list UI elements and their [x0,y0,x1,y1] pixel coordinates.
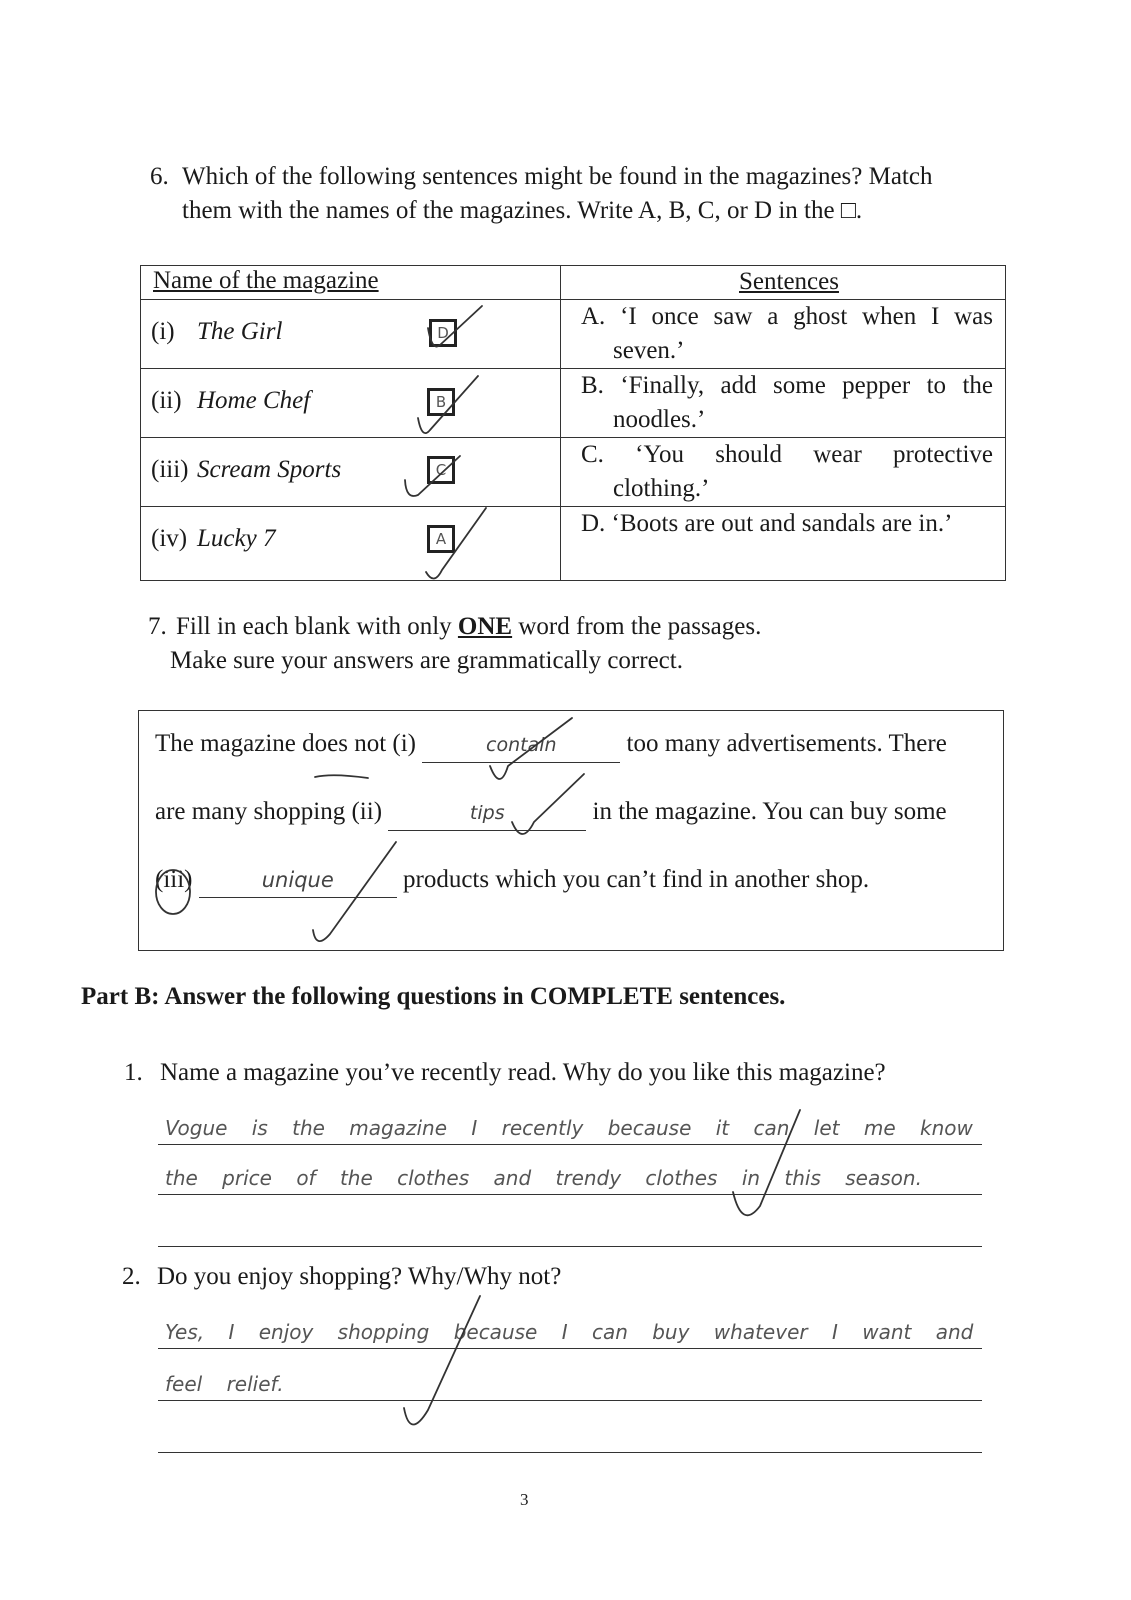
q6-number: 6. [150,163,169,190]
passage-line-2 [155,795,947,831]
sentence-text: C. ‘You should wear protective [581,441,993,468]
magazine-matching-table [140,265,1006,581]
blank-ii[interactable]: tips [388,796,586,831]
blank-i[interactable]: contain [422,728,620,763]
magazine-name: The Girl [197,318,283,345]
magazine-name: Scream Sports [197,456,342,483]
answer-box[interactable]: A [427,525,455,553]
q7-instruction-line2: Make sure your answers are grammatically correct. [170,647,683,674]
page-number: 3 [520,1490,529,1509]
q6-instruction-line1: Which of the following sentences might be found in the magazines? Match [182,163,933,190]
partb-q1-answer-line2: the price of the clothes and trendy clothes in this season. [165,1166,922,1190]
sentence-b [581,369,993,437]
row-number: (iv) [151,525,188,552]
answer-line[interactable] [158,1246,982,1247]
partb-q2-text: Do you enjoy shopping? Why/Why not? [157,1263,562,1290]
magazine-name: Lucky 7 [197,525,276,552]
magazine-name: Home Chef [197,387,311,414]
q7-emphasis: ONE [457,613,513,640]
partb-q1-text: Name a magazine you’ve recently read. Why do you like this magazine? [160,1059,886,1086]
partb-q1-number: 1. [124,1059,143,1086]
sentence-c [581,438,993,506]
answer-box[interactable]: D [429,319,457,347]
answer-line[interactable] [158,1144,982,1145]
passage-text: too many advertisements. There [626,730,947,757]
sentence-text: D. ‘Boots are out and sandals are in.’ [581,510,953,537]
passage-text: products which you can’t find in another shop. [403,866,870,893]
sentence-text: noodles.’ [613,406,706,433]
passage-line-1 [155,727,947,763]
q7-text: Fill in each blank with only [176,613,452,640]
answer-line[interactable] [158,1400,982,1401]
sentence-d [581,507,993,541]
tick-mark [404,1296,480,1425]
partb-q2-number: 2. [122,1263,141,1290]
part-b-heading: Part B: Answer the following questions in COMPLETE sentences. [81,983,786,1010]
sentence-text: clothing.’ [613,475,710,502]
q6-instruction-line2: them with the names of the magazines. Write A, B, C, or D in the □. [182,197,863,224]
blank-iii[interactable]: unique [199,863,397,898]
passage-line-3 [155,863,869,898]
passage-text: (iii) [155,866,193,893]
sentence-a [581,300,993,368]
header-sentences: Sentences [739,268,839,295]
sentence-text: A. ‘I once saw a ghost when I was [581,303,993,330]
q7-passage-box [138,710,1004,951]
answer-box[interactable]: C [427,456,455,484]
row-number: (i) [151,318,175,345]
q7-number: 7. [148,613,167,640]
passage-text: The magazine does not (i) [155,730,417,757]
answer-box[interactable]: B [427,388,455,416]
answer-line[interactable] [158,1452,982,1453]
row-number: (ii) [151,387,182,414]
passage-text: are many shopping (ii) [155,798,383,825]
q7-instruction-line1 [176,610,761,644]
header-magazine-name: Name of the magazine [153,267,379,294]
row-number: (iii) [151,456,189,483]
partb-q2-answer-line1: Yes, I enjoy shopping because I can buy whatever I want and [165,1320,974,1344]
partb-q2-answer-line2: feel relief. [165,1372,284,1396]
answer-line[interactable] [158,1194,982,1195]
passage-text: in the magazine. You can buy some [592,798,947,825]
partb-q1-answer-line1: Vogue is the magazine I recently because it can let me know [165,1116,973,1140]
sentence-text: seven.’ [613,337,685,364]
answer-line[interactable] [158,1348,982,1349]
sentence-text: B. ‘Finally, add some pepper to the [581,372,993,399]
q7-text: word from the passages. [518,613,762,640]
